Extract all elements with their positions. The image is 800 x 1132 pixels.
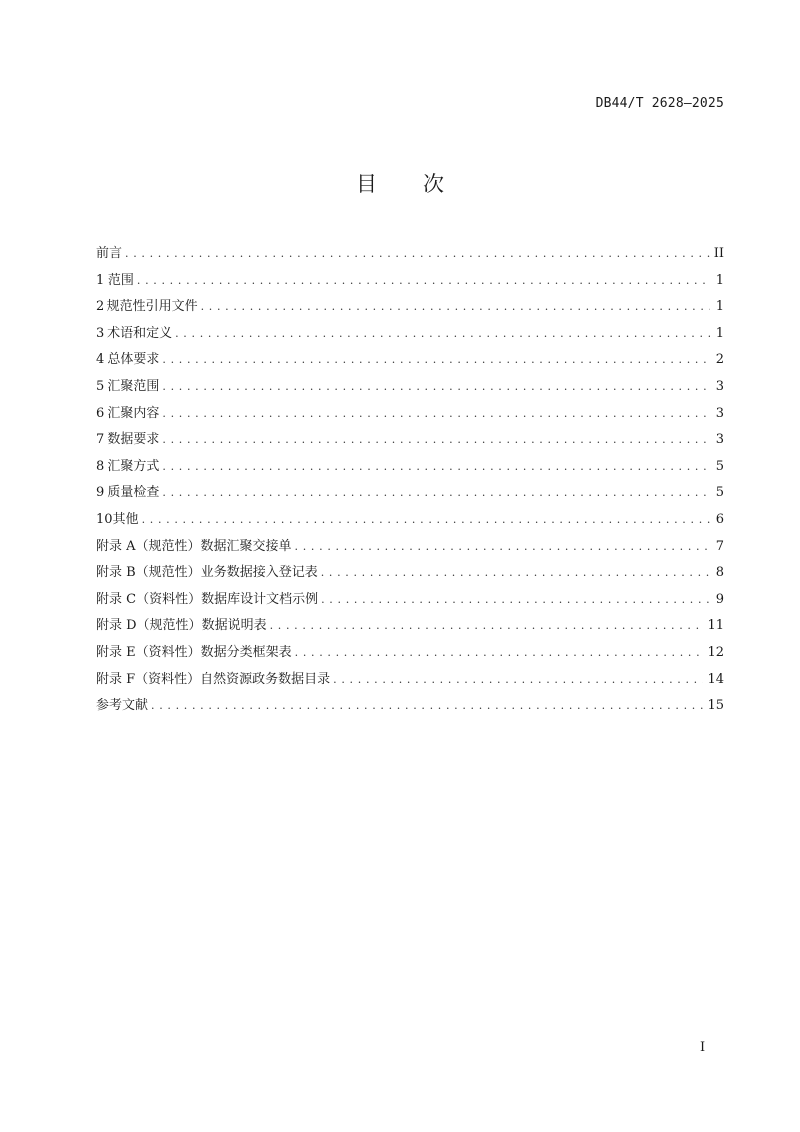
toc-appendix-number: 附录 F（资料性） bbox=[96, 671, 201, 687]
toc-entry-label: 业务数据接入登记表 bbox=[200, 565, 318, 581]
toc-entry-label: 规范性引用文件 bbox=[106, 299, 198, 315]
toc-entry-number: 6 bbox=[96, 405, 105, 421]
toc-entry-label: 数据库设计文档示例 bbox=[201, 591, 319, 607]
toc-entry-appendix-c[interactable] bbox=[96, 588, 724, 615]
toc-dot-leader bbox=[162, 380, 710, 393]
toc-entry-page: 5 bbox=[715, 485, 724, 501]
toc-title bbox=[0, 168, 800, 198]
toc-entry-page: 14 bbox=[707, 671, 724, 687]
toc-title-char-2: 次 bbox=[423, 172, 444, 196]
toc-entry-1[interactable] bbox=[96, 269, 724, 296]
toc-entry-label: 质量检查 bbox=[107, 485, 160, 501]
toc-entry-label: 汇聚内容 bbox=[107, 405, 160, 421]
toc-entry-page: 1 bbox=[715, 272, 724, 288]
toc-entry-label: 自然资源政务数据目录 bbox=[200, 671, 331, 687]
toc-entry-appendix-b[interactable] bbox=[96, 561, 724, 588]
toc-entry-page: 5 bbox=[715, 458, 724, 474]
toc-entry-label: 其他 bbox=[112, 511, 139, 527]
toc-dot-leader bbox=[321, 593, 710, 606]
toc-entry-label: 数据说明表 bbox=[201, 618, 267, 634]
toc-entry-number: 9 bbox=[96, 485, 105, 501]
toc-appendix-number: 附录 D（规范性） bbox=[96, 618, 202, 634]
toc-dot-leader bbox=[125, 247, 710, 260]
toc-entry-label: 前言 bbox=[96, 246, 123, 261]
toc-dot-leader bbox=[151, 699, 703, 712]
toc-entry-10[interactable] bbox=[96, 508, 724, 535]
toc-entry-page: 1 bbox=[715, 299, 724, 315]
toc-entry-page: 6 bbox=[715, 511, 724, 527]
toc-entry-page: 1 bbox=[715, 325, 724, 341]
toc-entry-appendix-f[interactable] bbox=[96, 668, 724, 695]
toc-entry-number: 10 bbox=[96, 511, 113, 527]
toc-entry-number: 1 bbox=[96, 272, 105, 288]
toc-dot-leader bbox=[175, 327, 710, 340]
toc-appendix-number: 附录 A（规范性） bbox=[96, 538, 201, 554]
toc-list bbox=[96, 242, 724, 721]
toc-entry-label: 术语和定义 bbox=[107, 325, 173, 341]
toc-dot-leader bbox=[201, 300, 710, 313]
toc-entry-label: 数据汇聚交接单 bbox=[200, 538, 292, 554]
toc-entry-4[interactable] bbox=[96, 348, 724, 375]
toc-entry-5[interactable] bbox=[96, 375, 724, 402]
document-code: DB44/T 2628—2025 bbox=[595, 96, 724, 111]
toc-entry-page: 11 bbox=[707, 618, 724, 634]
toc-dot-leader bbox=[270, 619, 704, 632]
toc-entry-3[interactable] bbox=[96, 322, 724, 349]
toc-entry-page: 9 bbox=[715, 591, 724, 607]
toc-dot-leader bbox=[162, 433, 710, 446]
toc-title-char-1: 目 bbox=[356, 172, 377, 196]
toc-entry-page: 7 bbox=[715, 538, 724, 554]
toc-entry-references[interactable] bbox=[96, 694, 724, 721]
toc-entry-page: 12 bbox=[707, 644, 724, 660]
toc-dot-leader bbox=[162, 353, 710, 366]
toc-appendix-number: 附录 C（资料性） bbox=[96, 591, 202, 607]
toc-entry-appendix-a[interactable] bbox=[96, 535, 724, 562]
toc-entry-page: 15 bbox=[707, 698, 724, 714]
toc-dot-leader bbox=[162, 486, 710, 499]
toc-entry-label: 总体要求 bbox=[107, 352, 160, 368]
toc-entry-page: 3 bbox=[715, 378, 724, 394]
toc-entry-number: 7 bbox=[96, 432, 105, 448]
toc-dot-leader bbox=[142, 513, 710, 526]
toc-dot-leader bbox=[162, 460, 710, 473]
toc-dot-leader bbox=[295, 540, 710, 553]
toc-entry-2[interactable] bbox=[96, 295, 724, 322]
toc-entry-page: 2 bbox=[715, 352, 724, 368]
toc-entry-label: 汇聚方式 bbox=[107, 458, 160, 474]
toc-appendix-number: 附录 E（资料性） bbox=[96, 644, 201, 660]
toc-entry-6[interactable] bbox=[96, 402, 724, 429]
toc-entry-page: 8 bbox=[715, 565, 724, 581]
toc-entry-label: 参考文献 bbox=[96, 698, 149, 714]
toc-dot-leader bbox=[137, 274, 710, 287]
toc-entry-appendix-e[interactable] bbox=[96, 641, 724, 668]
toc-entry-9[interactable] bbox=[96, 481, 724, 508]
toc-entry-7[interactable] bbox=[96, 428, 724, 455]
toc-entry-label: 范围 bbox=[107, 272, 134, 288]
toc-entry-page: 3 bbox=[715, 432, 724, 448]
toc-entry-label: 汇聚范围 bbox=[107, 378, 160, 394]
toc-dot-leader bbox=[321, 566, 710, 579]
toc-entry-appendix-d[interactable] bbox=[96, 614, 724, 641]
toc-entry-number: 2 bbox=[96, 299, 105, 315]
toc-dot-leader bbox=[162, 407, 710, 420]
toc-entry-number: 4 bbox=[96, 352, 105, 368]
toc-appendix-number: 附录 B（规范性） bbox=[96, 565, 201, 581]
toc-entry-preface[interactable] bbox=[96, 242, 724, 269]
toc-entry-8[interactable] bbox=[96, 455, 724, 482]
toc-entry-number: 8 bbox=[96, 458, 105, 474]
toc-entry-number: 5 bbox=[96, 378, 105, 394]
toc-entry-label: 数据分类框架表 bbox=[200, 644, 292, 660]
toc-entry-page: 3 bbox=[715, 405, 724, 421]
toc-entry-number: 3 bbox=[96, 325, 105, 341]
toc-entry-label: 数据要求 bbox=[107, 432, 160, 448]
toc-dot-leader bbox=[295, 646, 704, 659]
toc-entry-page: II bbox=[713, 246, 724, 261]
page-number: I bbox=[700, 1040, 706, 1055]
toc-dot-leader bbox=[333, 673, 703, 686]
